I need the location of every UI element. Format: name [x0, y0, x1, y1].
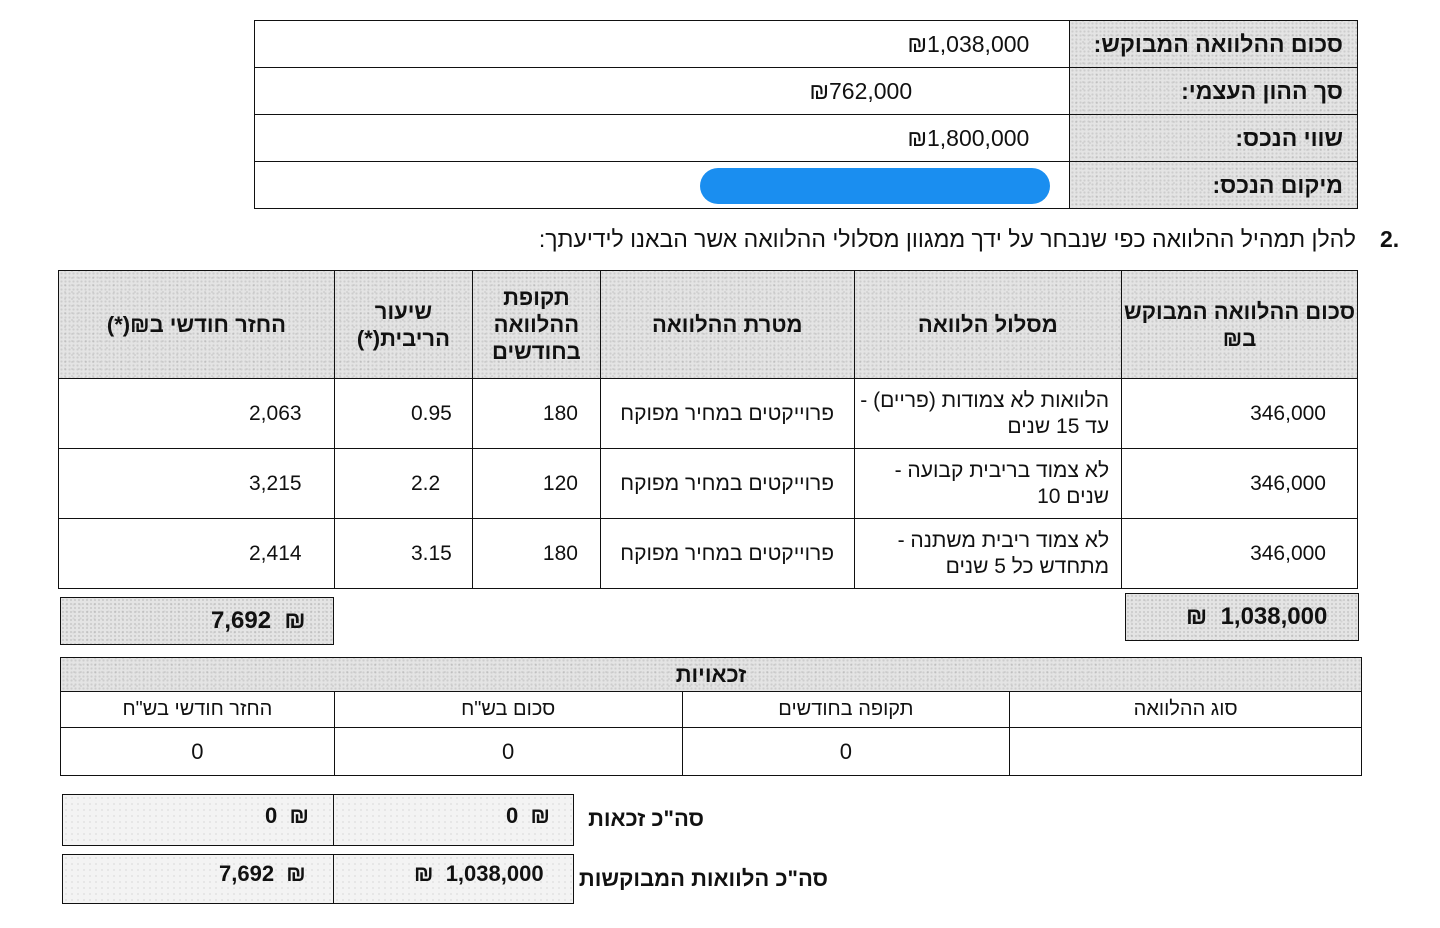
total-amount-value: 1,038,000 — [1220, 603, 1328, 630]
table-row — [59, 449, 1358, 519]
benefits-payment-total-box — [62, 794, 334, 846]
loan-purpose-cell: פרוייקטים במחיר מפוקח — [600, 519, 854, 589]
benefit-period-cell: 0 — [682, 728, 1010, 776]
shekel-symbol: ₪ — [286, 861, 306, 886]
property-value-cell — [255, 68, 1070, 115]
loan-table-header — [59, 271, 1358, 379]
benefits-table — [60, 657, 1362, 776]
loans-total-label: סה"כ הלוואות המבוקשות — [578, 866, 828, 891]
header-payment: החזר חודשי בש"ח — [61, 692, 335, 728]
loan-amount-cell: 346,000 — [1122, 379, 1358, 449]
loan-period-cell: 120 — [472, 449, 600, 519]
total-payment-value: 7,692 — [211, 607, 272, 634]
property-row-loan-amount — [255, 21, 1358, 68]
loans-payment-total-box — [62, 854, 334, 904]
loan-track-cell: לא צמוד בריבית קבועה - שנים 10 — [854, 449, 1122, 519]
benefits-amount-total: 0 — [506, 803, 519, 828]
shekel-symbol: ₪ — [530, 803, 550, 828]
loans-payment-total: 7,692 — [219, 861, 275, 886]
shekel-symbol: ₪ — [284, 607, 306, 634]
table-row — [59, 379, 1358, 449]
loan-amount-cell: 346,000 — [1122, 449, 1358, 519]
equity-value: 762,000 — [829, 77, 913, 104]
shekel-symbol: ₪ — [907, 124, 927, 151]
benefits-total-label: סה"כ זכאות — [588, 806, 704, 831]
header-rate: שיעור הריבית(*) — [334, 271, 472, 379]
section-number: 2. — [1380, 226, 1400, 252]
loan-period-cell: 180 — [472, 519, 600, 589]
loan-mix-table — [58, 270, 1358, 589]
benefit-amount-cell: 0 — [334, 728, 682, 776]
property-row-equity — [255, 68, 1358, 115]
property-value-cell — [255, 115, 1070, 162]
loan-amount-value: 1,038,000 — [927, 30, 1030, 57]
benefits-title-row — [61, 658, 1362, 692]
property-row-value — [255, 115, 1358, 162]
benefit-type-cell — [1010, 728, 1362, 776]
loan-track-cell: הלוואות לא צמודות (פריים) - עד 15 שנים — [854, 379, 1122, 449]
header-period: תקופת ההלוואה בחודשים — [472, 271, 600, 379]
loan-payment-cell: 2,414 — [59, 519, 335, 589]
header-payment: החזר חודשי ב₪(*) — [59, 271, 335, 379]
property-label: מיקום הנכס: — [1070, 162, 1358, 209]
loan-payment-cell: 2,063 — [59, 379, 335, 449]
loans-amount-total-box — [333, 854, 574, 904]
loan-amount-cell: 346,000 — [1122, 519, 1358, 589]
header-amount: סכום ההלוואה המבוקש ב₪ — [1122, 271, 1358, 379]
shekel-symbol: ₪ — [414, 861, 434, 886]
benefits-title: זכאויות — [61, 658, 1362, 692]
loan-payment-cell: 3,215 — [59, 449, 335, 519]
header-track: מסלול הלוואה — [854, 271, 1122, 379]
property-value-cell — [255, 21, 1070, 68]
benefits-header-row — [61, 692, 1362, 728]
loan-track-cell: לא צמוד ריבית משתנה - מתחדש כל 5 שנים — [854, 519, 1122, 589]
table-row — [61, 728, 1362, 776]
loan-rate-cell: 2.2 — [334, 449, 472, 519]
header-purpose: מטרת ההלוואה — [600, 271, 854, 379]
shekel-symbol: ₪ — [907, 30, 927, 57]
redaction-mark — [700, 168, 1050, 204]
loan-purpose-cell: פרוייקטים במחיר מפוקח — [600, 379, 854, 449]
total-amount-box — [1125, 593, 1359, 641]
header-amount: סכום בש"ח — [334, 692, 682, 728]
shekel-symbol: ₪ — [1186, 603, 1208, 630]
total-payment-box — [60, 597, 334, 645]
property-label: סכום ההלוואה המבוקש: — [1070, 21, 1358, 68]
property-label: סך ההון העצמי: — [1070, 68, 1358, 115]
section-intro-text: להלן תמהיל ההלוואה כפי שנבחר על ידך ממגוון מסלולי ההלוואה אשר הבאנו לידיעתך: — [538, 226, 1356, 252]
loan-rate-cell: 0.95 — [334, 379, 472, 449]
header-period: תקופה בחודשים — [682, 692, 1010, 728]
table-row — [59, 519, 1358, 589]
benefits-amount-total-box — [333, 794, 574, 846]
loans-amount-total: 1,038,000 — [445, 861, 544, 886]
loan-period-cell: 180 — [472, 379, 600, 449]
shekel-symbol: ₪ — [809, 77, 829, 104]
property-value: 1,800,000 — [927, 124, 1030, 151]
benefit-payment-cell: 0 — [61, 728, 335, 776]
benefits-payment-total: 0 — [265, 803, 278, 828]
loan-purpose-cell: פרוייקטים במחיר מפוקח — [600, 449, 854, 519]
property-label: שווי הנכס: — [1070, 115, 1358, 162]
header-loan-type: סוג ההלוואה — [1010, 692, 1362, 728]
loan-rate-cell: 3.15 — [334, 519, 472, 589]
shekel-symbol: ₪ — [289, 803, 309, 828]
